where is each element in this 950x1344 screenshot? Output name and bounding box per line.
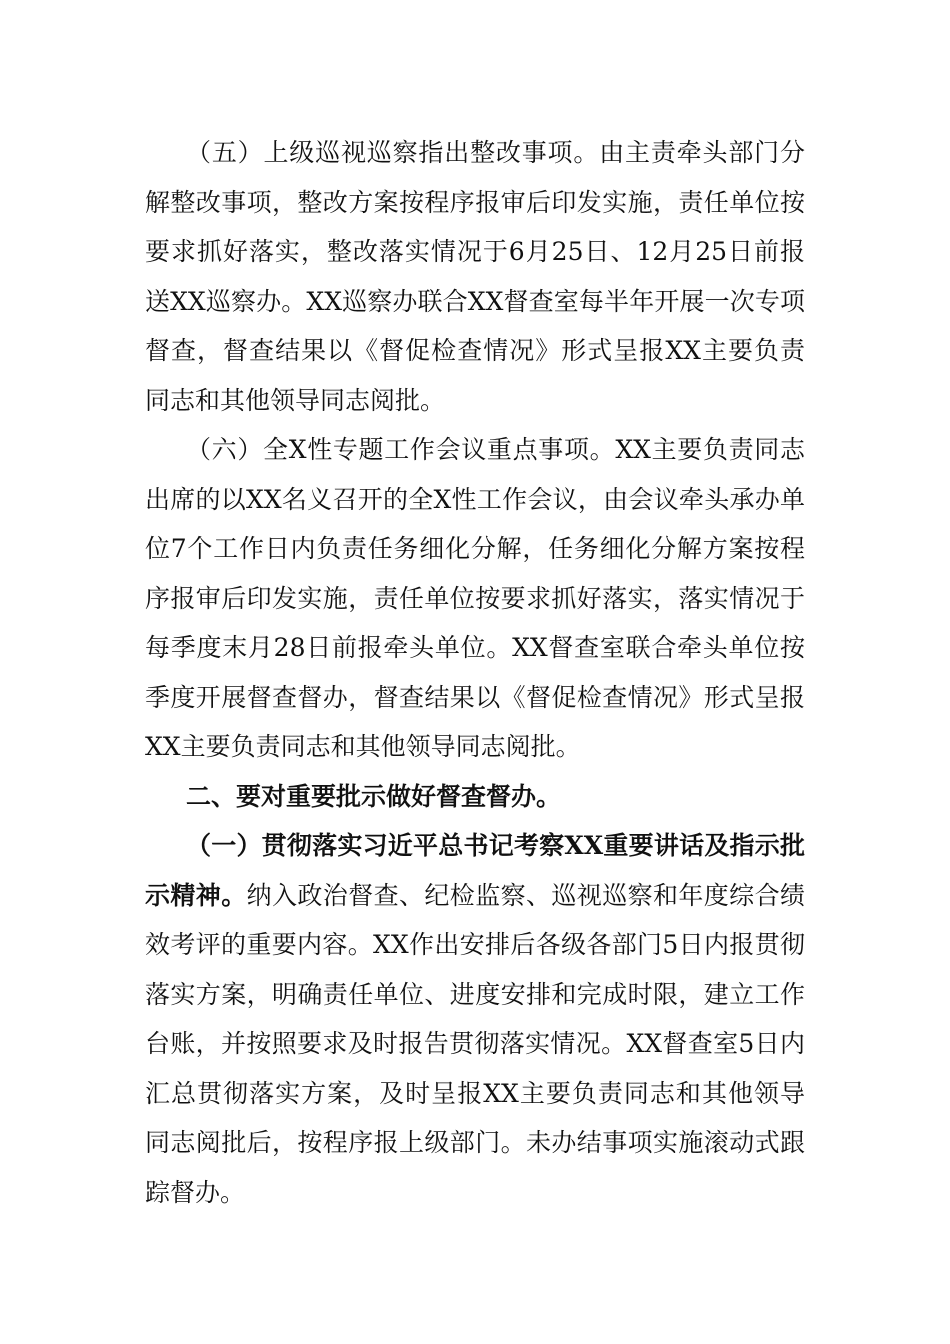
paragraph-rectification-items: （五）上级巡视巡察指出整改事项。由主责牵头部门分解整改事项，整改方案按程序报审后印发实施，责任单位按要求抓好落实，整改落实情况于6月25日、12月25日前报送XX巡察办。XX巡察办联合XX督查室每半年开展一次专项督查，督查结果以《督促检查情况》形式呈报XX主要负责同志和其他领导同志阅批。 [145, 138, 805, 415]
section-heading: 二、要对重要批示做好督查督办。 [186, 781, 562, 811]
paragraph-work-meeting-items: （六）全X性专题工作会议重点事项。XX主要负责同志出席的以XX名义召开的全X性工作会议，由会议牵头承办单位7个工作日内负责任务细化分解，任务细化分解方案按程序报审后印发实施，责任单位按要求抓好落实，落实情况于每季度末月28日前报牵头单位。XX督查室联合牵头单位按季度开展督查督办，督查结果以《督促检查情况》形式呈报XX主要负责同志和其他领导同志阅批。 [145, 435, 805, 761]
paragraph-instruction-implementation [145, 821, 805, 1217]
document-page [145, 128, 805, 1217]
paragraph-body-text: 纳入政治督查、纪检监察、巡视巡察和年度综合绩效考评的重要内容。XX作出安排后各级各部门5日内报贯彻落实方案，明确责任单位、进度安排和完成时限，建立工作台账，并按照要求及时报告贯彻落实情况。XX督查室5日内汇总贯彻落实方案，及时呈报XX主要负责同志和其他领导同志阅批后，按程序报上级部门。未办结事项实施滚动式跟踪督办。 [145, 880, 805, 1207]
paragraph-bold-lead: （一）贯彻落实习近平总书记考察XX重要讲话及指示批示精神。 [145, 831, 805, 910]
